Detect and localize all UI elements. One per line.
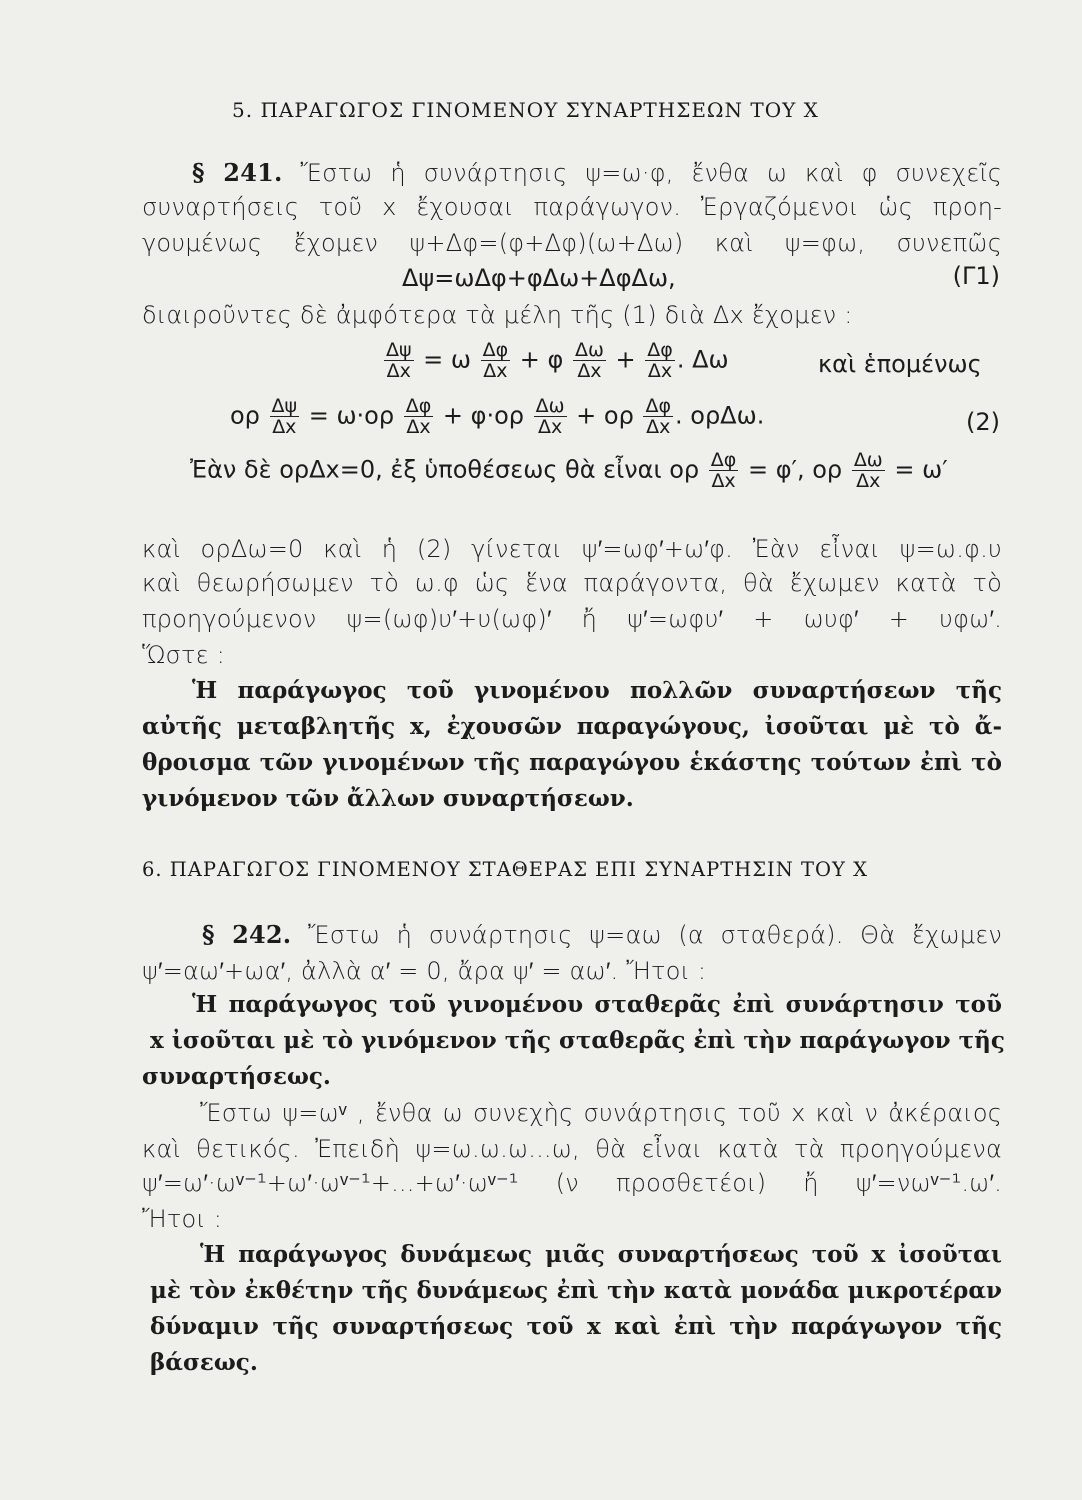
sec6-line-3: Ἔστω ψ=ωᵛ , ἔνθα ω συνεχὴς συνάρτησις τοῦ x καὶ ν ἀκέραιος xyxy=(200,1099,1002,1127)
sec5-line-8: προηγούμενον ψ=(ωφ)υ′+υ(ωφ)′ ἤ ψ′=ωφυ′ + ωυφ′ + υφω′. xyxy=(142,605,1002,633)
frac-dphi-dx-2: $\frac{\Delta\varphi}{\Delta x}$ xyxy=(647,339,673,382)
equation-1: Δψ=ωΔφ+φΔω+ΔφΔω, xyxy=(402,264,676,292)
theorem-2-line-2: x ἰσοῦται μὲ τὸ γινόμενον τῆς σταθερᾶς ἐπὶ τὴν παράγωγον τῆς xyxy=(150,1027,1005,1054)
sec6-line-4: καὶ θετικός. Ἐπειδὴ ψ=ω.ω.ω...ω, θὰ εἶναι κατὰ τὰ προηγούμενα xyxy=(142,1135,1002,1163)
sec6-line-5: ψ′=ω′·ωᵛ⁻¹+ω′·ωᵛ⁻¹+...+ω′·ωᵛ⁻¹ (ν προσθετέοι) ἤ ψ′=νωᵛ⁻¹.ω′. xyxy=(142,1169,1002,1197)
sec6-line-2: ψ′=αω′+ωα′, ἀλλὰ α′ = 0, ἄρα ψ′ = αω′. Ἤτοι : xyxy=(142,957,707,985)
sec5-line-1: § 241. Ἔστω ἡ συνάρτησις ψ=ω·φ, ἔνθα ω καὶ φ συνεχεῖς xyxy=(192,158,1002,187)
theorem-1-line-3: θροισμα τῶν γινομένων τῆς παραγώγου ἑκάστης τούτων ἐπὶ τὸ xyxy=(142,749,1002,776)
theorem-3-line-2: μὲ τὸν ἐκθέτην τῆς δυνάμεως ἐπὶ τὴν κατὰ μονάδα μικροτέραν xyxy=(150,1277,1002,1304)
sec5-line-9: Ὥστε : xyxy=(142,641,225,669)
equation-2: ορ $\frac{\Delta\psi}{\Delta x}$ = ω·ορ $\frac{\Delta\varphi}{\Delta x}$ + φ·ορ $\frac{\Delta\omega}{\Delta x}$ + ορ $\frac{\Delta\varphi}{\Delta x}$ . ορΔω. xyxy=(230,395,765,438)
theorem-2-line-3: συναρτήσεως. xyxy=(142,1063,331,1090)
equation-ratio: $\frac{\Delta\psi}{\Delta x}$ = ω $\frac{\Delta\varphi}{\Delta x}$ + φ $\frac{\Delta\omega}{\Delta x}$ + $\frac{\Delta\varphi}{\Delta x}$ . Δω xyxy=(386,339,729,382)
frac-dpsi-dx: $\frac{\Delta\psi}{\Delta x}$ xyxy=(386,339,412,382)
frac-dphi-dx: $\frac{\Delta\varphi}{\Delta x}$ xyxy=(482,339,509,382)
and-consequently: καὶ ἑπομένως xyxy=(818,350,982,378)
paragraph-number-242: § 242. xyxy=(202,920,292,949)
equation-1-number: (Γ1) xyxy=(952,262,1000,290)
section-5-heading: 5. ΠΑΡΑΓΩΓΟΣ ΓΙΝΟΜΕΝΟΥ ΣΥΝΑΡΤΗΣΕΩΝ ΤΟΥ Χ xyxy=(232,98,819,122)
theorem-1-line-2: αὐτῆς μεταβλητῆς x, ἐχουσῶν παραγώγους, ἰσοῦται μὲ τὸ ἄ- xyxy=(142,713,1002,740)
sec5-line-7: καὶ θεωρήσωμεν τὸ ω.φ ὡς ἕνα παράγοντα, θὰ ἔχωμεν κατὰ τὸ xyxy=(142,569,1002,597)
sec5-line-6: καὶ ορΔω=0 καὶ ἡ (2) γίνεται ψ′=ωφ′+ω′φ. Ἐὰν εἶναι ψ=ω.φ.υ xyxy=(142,535,1002,563)
sec5-line-2: συναρτήσεις τοῦ x ἔχουσαι παράγωγον. Ἐργαζόμενοι ὡς προη- xyxy=(142,193,1002,221)
theorem-3-line-4: βάσεως. xyxy=(150,1349,258,1376)
theorem-1-line-1: Ἡ παράγωγος τοῦ γινομένου πολλῶν συναρτήσεων τῆς xyxy=(192,677,1002,704)
theorem-3-line-1: Ἡ παράγωγος δυνάμεως μιᾶς συναρτήσεως τοῦ x ἰσοῦται xyxy=(200,1241,1002,1268)
theorem-3-line-3: δύναμιν τῆς συναρτήσεως τοῦ x καὶ ἐπὶ τὴν παράγωγον τῆς xyxy=(150,1313,1002,1340)
equation-2-number: (2) xyxy=(966,408,1000,436)
sec5-line-5: Ἐὰν δὲ ορΔx=0, ἐξ ὑποθέσεως θὰ εἶναι ορ $\frac{\Delta\varphi}{\Delta x}$ = φ′, ορ $\frac{\Delta\omega}{\Delta x}$ = ω′ xyxy=(190,449,948,492)
sec5-line-4: διαιροῦντες δὲ ἀμφότερα τὰ μέλη τῆς (1) διὰ Δx ἔχομεν : xyxy=(142,301,853,329)
sec6-line-1: § 242. Ἔστω ἡ συνάρτησις ψ=αω (α σταθερά). Θὰ ἔχωμεν xyxy=(202,920,1002,949)
sec5-line-3: γουμένως ἔχομεν ψ+Δφ=(φ+Δφ)(ω+Δω) καὶ ψ=φω, συνεπῶς xyxy=(142,229,1002,257)
theorem-1-line-4: γινόμενον τῶν ἄλλων συναρτήσεων. xyxy=(142,785,634,812)
frac-domega-dx: $\frac{\Delta\omega}{\Delta x}$ xyxy=(574,339,604,382)
paragraph-number-241: § 241. xyxy=(192,158,283,187)
theorem-2-line-1: Ἡ παράγωγος τοῦ γινομένου σταθερᾶς ἐπὶ συνάρτησιν τοῦ xyxy=(192,991,1002,1018)
section-6-heading: 6. ΠΑΡΑΓΩΓΟΣ ΓΙΝΟΜΕΝΟΥ ΣΤΑΘΕΡΑΣ ΕΠΙ ΣΥΝΑΡΤΗΣΙΝ ΤΟΥ Χ xyxy=(142,858,868,881)
sec6-line-6: Ἤτοι : xyxy=(142,1205,222,1233)
